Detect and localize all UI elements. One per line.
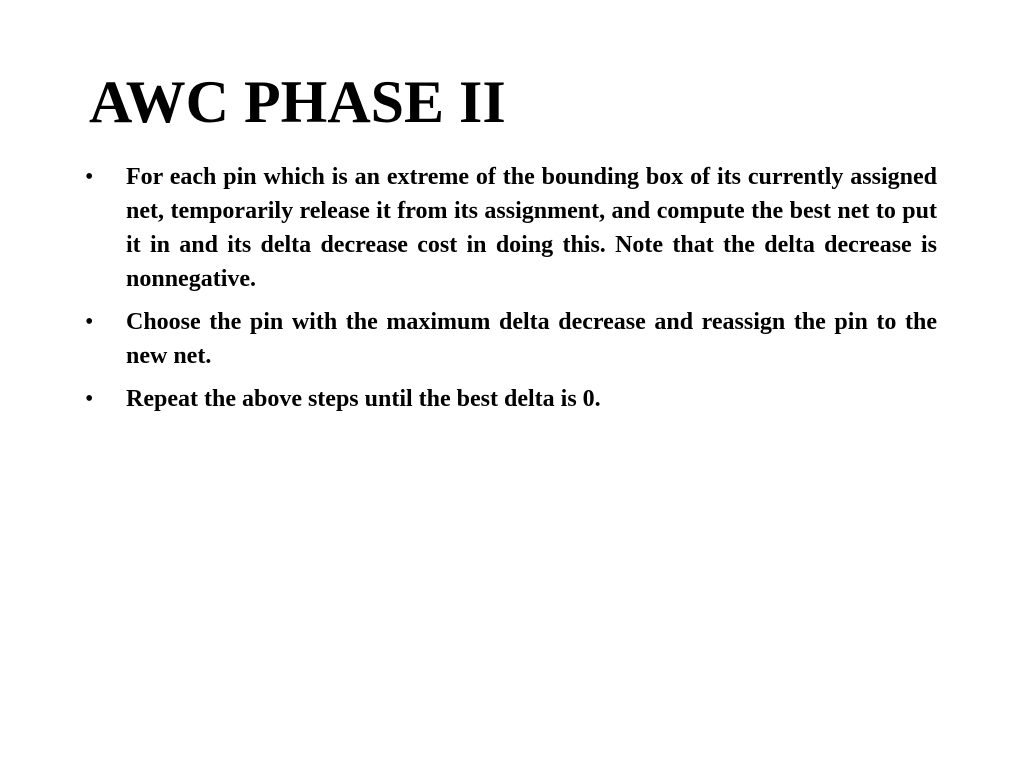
bullet-item — [85, 160, 937, 296]
bullet-icon: • — [85, 164, 94, 190]
bullet-item — [85, 382, 937, 416]
bullet-text: For each pin which is an extreme of the bounding box of its currently assigned net, temporarily release it from its assignment, and compute the best net to put it in and its delta decrease cost in doing this. Note that the delta decrease is nonnegative. — [126, 164, 937, 292]
bullet-icon: • — [85, 386, 94, 412]
bullet-item — [85, 305, 937, 373]
bullet-list — [85, 160, 937, 425]
bullet-text: Repeat the above steps until the best delta is 0. — [126, 386, 601, 412]
bullet-text: Choose the pin with the maximum delta decrease and reassign the pin to the new net. — [126, 309, 937, 369]
bullet-icon: • — [85, 309, 94, 335]
slide-title: AWC PHASE II — [89, 69, 506, 135]
